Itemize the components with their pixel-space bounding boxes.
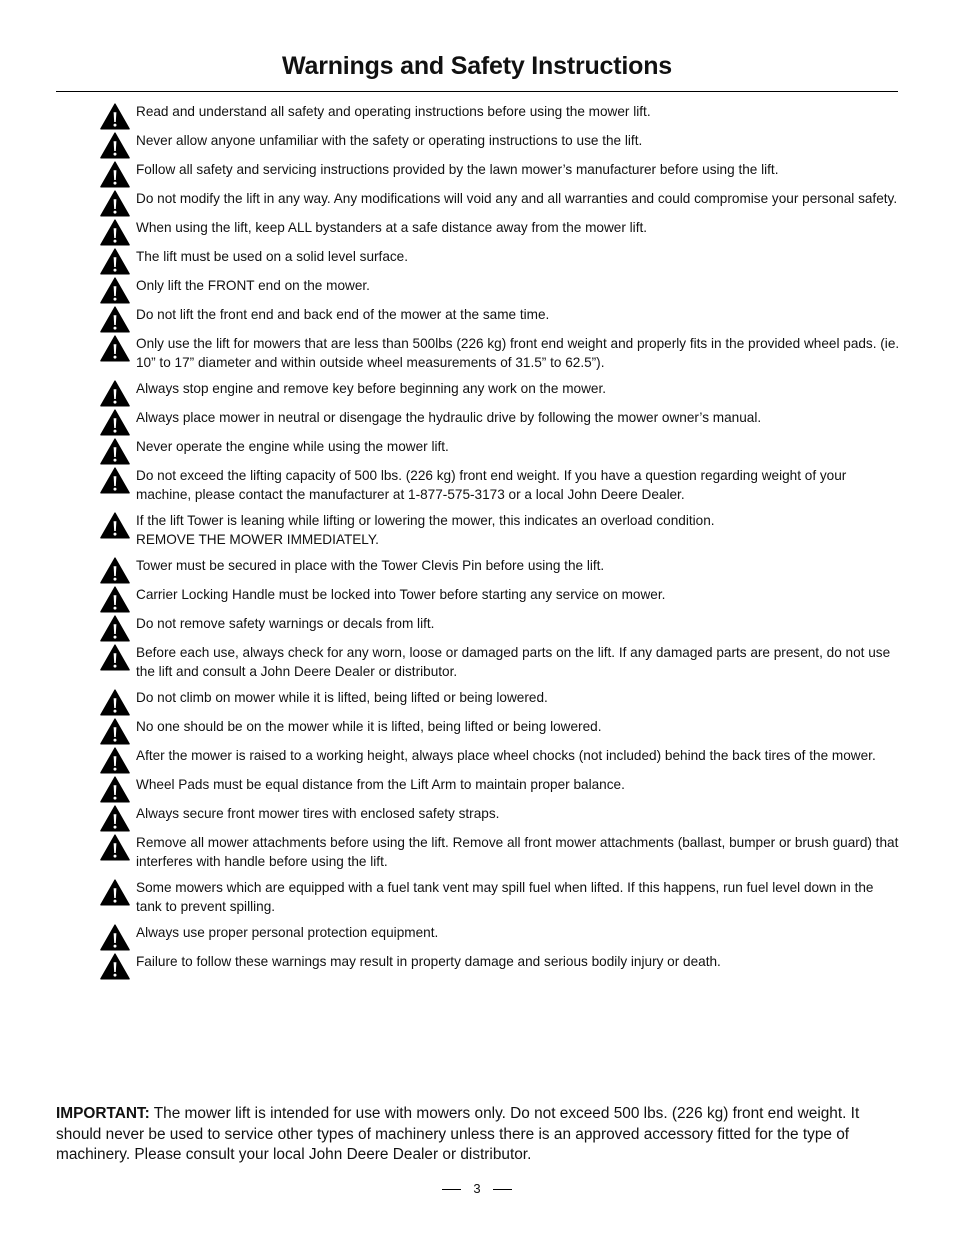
warning-text: Never operate the engine while using the mower lift. <box>136 439 449 454</box>
warning-item <box>100 158 900 182</box>
warning-text: When using the lift, keep ALL bystanders at a safe distance away from the mower lift. <box>136 220 648 235</box>
warning-triangle-icon <box>100 219 130 246</box>
important-note <box>56 1104 901 1166</box>
warning-item <box>100 612 900 636</box>
warning-text: Always stop engine and remove key before beginning any work on the mower. <box>136 381 607 396</box>
warning-triangle-icon <box>100 306 130 333</box>
page-footer <box>0 1181 954 1196</box>
important-text: The mower lift is intended for use with mowers only. Do not exceed 500 lbs. (226 kg) front end weight. It should never be used to service other types of machinery unless there is an approved accessory fitted for the type of machinery. Please consult your local John Deere Dealer or distributor. <box>56 1105 860 1163</box>
warning-text: Tower must be secured in place with the Tower Clevis Pin before using the lift. <box>136 558 605 573</box>
warning-item <box>100 921 900 945</box>
warning-item <box>100 744 900 768</box>
warning-triangle-icon <box>100 924 130 951</box>
warning-triangle-icon <box>100 953 130 980</box>
warning-triangle-icon <box>100 834 130 861</box>
warning-text: Wheel Pads must be equal distance from the Lift Arm to maintain proper balance. <box>136 777 625 792</box>
warning-triangle-icon <box>100 776 130 803</box>
warning-item <box>100 715 900 739</box>
warning-item <box>100 554 900 578</box>
warning-item <box>100 245 900 269</box>
warning-item <box>100 100 900 124</box>
warning-item <box>100 950 900 974</box>
warning-text: Some mowers which are equipped with a fuel tank vent may spill fuel when lifted. If this happens, run fuel level down in the tank to prevent spilling. <box>136 880 874 914</box>
warning-text: The lift must be used on a solid level surface. <box>136 249 409 264</box>
warning-item <box>100 332 900 372</box>
important-label: IMPORTANT: <box>56 1105 150 1122</box>
footer-dash-right <box>493 1189 512 1190</box>
warning-text: Carrier Locking Handle must be locked into Tower before starting any service on mower. <box>136 587 666 602</box>
warning-text: Only lift the FRONT end on the mower. <box>136 278 370 293</box>
warning-item <box>100 129 900 153</box>
warning-text: Follow all safety and servicing instructions provided by the lawn mower’s manufacturer before using the lift. <box>136 162 779 177</box>
warning-triangle-icon <box>100 438 130 465</box>
warning-item <box>100 773 900 797</box>
warning-item <box>100 641 900 681</box>
warning-item <box>100 509 900 549</box>
warning-item <box>100 876 900 916</box>
warning-triangle-icon <box>100 747 130 774</box>
warning-text: Always secure front mower tires with enclosed safety straps. <box>136 806 500 821</box>
warning-text: After the mower is raised to a working height, always place wheel chocks (not included) behind the back tires of the mower. <box>136 748 876 763</box>
warning-item <box>100 686 900 710</box>
warning-triangle-icon <box>100 615 130 642</box>
warning-text: Always use proper personal protection equipment. <box>136 925 439 940</box>
warning-item <box>100 216 900 240</box>
warning-text: Do not modify the lift in any way. Any modifications will void any and all warranties and could compromise your personal safety. <box>136 191 898 206</box>
warning-triangle-icon <box>100 805 130 832</box>
warning-item <box>100 831 900 871</box>
warning-item <box>100 802 900 826</box>
warning-text: Read and understand all safety and operating instructions before using the mower lift. <box>136 104 651 119</box>
warning-item <box>100 274 900 298</box>
warning-item <box>100 583 900 607</box>
warning-text: Do not exceed the lifting capacity of 500 lbs. (226 kg) front end weight. If you have a question regarding weight of your machine, please contact the manufacturer at 1-877-575-3173 or a local John Deere Dealer. <box>136 468 847 502</box>
warning-triangle-icon <box>100 190 130 217</box>
warning-item <box>100 435 900 459</box>
warning-triangle-icon <box>100 103 130 130</box>
warning-triangle-icon <box>100 380 130 407</box>
warning-list <box>100 100 900 979</box>
warning-text: Do not lift the front end and back end of the mower at the same time. <box>136 307 550 322</box>
warning-triangle-icon <box>100 586 130 613</box>
warning-text: Do not remove safety warnings or decals from lift. <box>136 616 435 631</box>
warning-text: If the lift Tower is leaning while lifting or lowering the mower, this indicates an overload condition. REMOVE THE MOWER IMMEDIATELY. <box>136 513 715 547</box>
warning-item <box>100 377 900 401</box>
warning-triangle-icon <box>100 467 130 494</box>
warning-triangle-icon <box>100 409 130 436</box>
title-divider <box>56 91 898 92</box>
warning-triangle-icon <box>100 248 130 275</box>
warning-text: Only use the lift for mowers that are less than 500lbs (226 kg) front end weight and properly fits in the provided wheel pads. (ie. 10” to 17” diameter and within outside wheel measurements of 31.5” to 62.5”). <box>136 336 900 370</box>
warning-item <box>100 406 900 430</box>
warning-triangle-icon <box>100 335 130 362</box>
page-title: Warnings and Safety Instructions <box>282 52 672 80</box>
warning-triangle-icon <box>100 557 130 584</box>
warning-item <box>100 303 900 327</box>
page-number: 3 <box>473 1181 481 1196</box>
warning-text: Before each use, always check for any worn, loose or damaged parts on the lift. If any damaged parts are present, do not use the lift and consult a John Deere Dealer or distributor. <box>136 645 891 679</box>
warning-text: Always place mower in neutral or disengage the hydraulic drive by following the mower owner’s manual. <box>136 410 762 425</box>
warning-item <box>100 464 900 504</box>
warning-triangle-icon <box>100 132 130 159</box>
warning-text: Failure to follow these warnings may result in property damage and serious bodily injury or death. <box>136 954 721 969</box>
warning-triangle-icon <box>100 718 130 745</box>
warning-triangle-icon <box>100 644 130 671</box>
warning-text: Never allow anyone unfamiliar with the safety or operating instructions to use the lift. <box>136 133 643 148</box>
warning-triangle-icon <box>100 161 130 188</box>
warning-text: No one should be on the mower while it is lifted, being lifted or being lowered. <box>136 719 602 734</box>
warning-triangle-icon <box>100 689 130 716</box>
warning-text: Remove all mower attachments before using the lift. Remove all front mower attachments (ballast, bumper or brush guard) that interferes with handle before using the lift. <box>136 835 899 869</box>
warning-text: Do not climb on mower while it is lifted, being lifted or being lowered. <box>136 690 548 705</box>
warning-triangle-icon <box>100 277 130 304</box>
warning-triangle-icon <box>100 879 130 906</box>
warning-triangle-icon <box>100 512 130 539</box>
footer-dash-left <box>442 1189 461 1190</box>
warning-item <box>100 187 900 211</box>
